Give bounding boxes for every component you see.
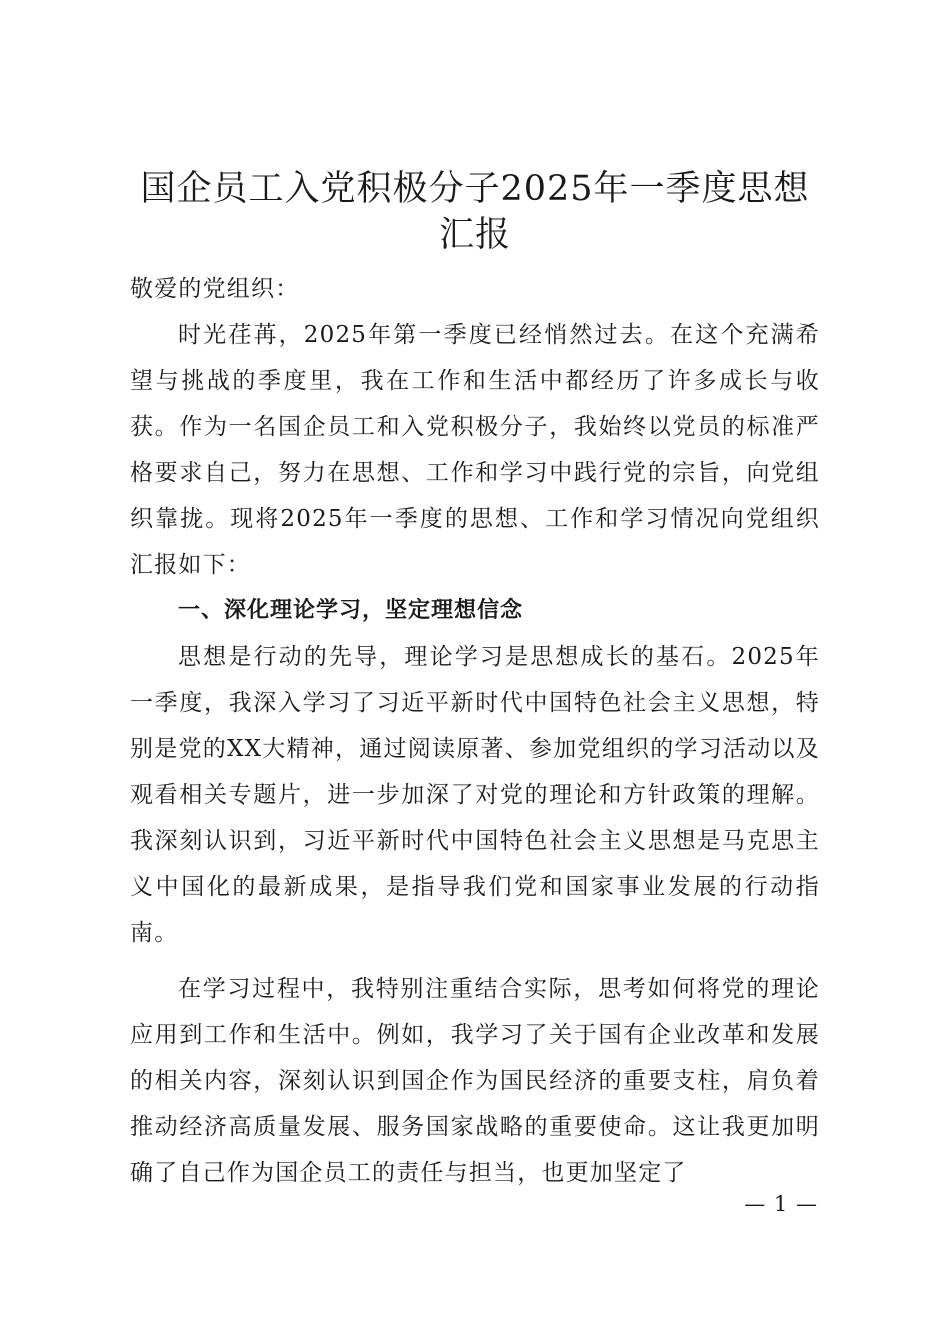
section1-paragraph-2: 在学习过程中，我特别注重结合实际，思考如何将党的理论应用到工作和生活中。例如，我学习了关于国有企业改革和发展的相关内容，深刻认识到国企作为国民经济的重要支柱，肩负着推动经济高质量发展、服务国家战略的重要使命。这让我更加明确了自己作为国企员工的责任与担当，也更加坚定了 [130, 976, 820, 1186]
section-heading-1: 一、深化理论学习，坚定理想信念 [178, 598, 524, 623]
document-title: 国企员工入党积极分子2025年一季度思想汇报 [140, 169, 810, 255]
document-body [130, 266, 820, 1196]
intro-paragraph: 时光荏苒，2025年第一季度已经悄然过去。在这个充满希望与挑战的季度里，我在工作和生活中都经历了许多成长与收获。作为一名国企员工和入党积极分子，我始终以党员的标准严格要求自己，努力在思想、工作和学习中践行党的宗旨，向党组织靠拢。现将2025年一季度的思想、工作和学习情况向党组织汇报如下： [130, 322, 820, 578]
section1-paragraph-1: 思想是行动的先导，理论学习是思想成长的基石。2025年一季度，我深入学习了习近平新时代中国特色社会主义思想，特别是党的XX大精神，通过阅读原著、参加党组织的学习活动以及观看相关专题片，进一步加深了对党的理论和方针政策的理解。我深刻认识到，习近平新时代中国特色社会主义思想是马克思主义中国化的最新成果，是指导我们党和国家事业发展的行动指南。 [130, 644, 820, 946]
salutation: 敬爱的党组织： [130, 276, 300, 302]
page-number: — 1 — [744, 1192, 818, 1216]
